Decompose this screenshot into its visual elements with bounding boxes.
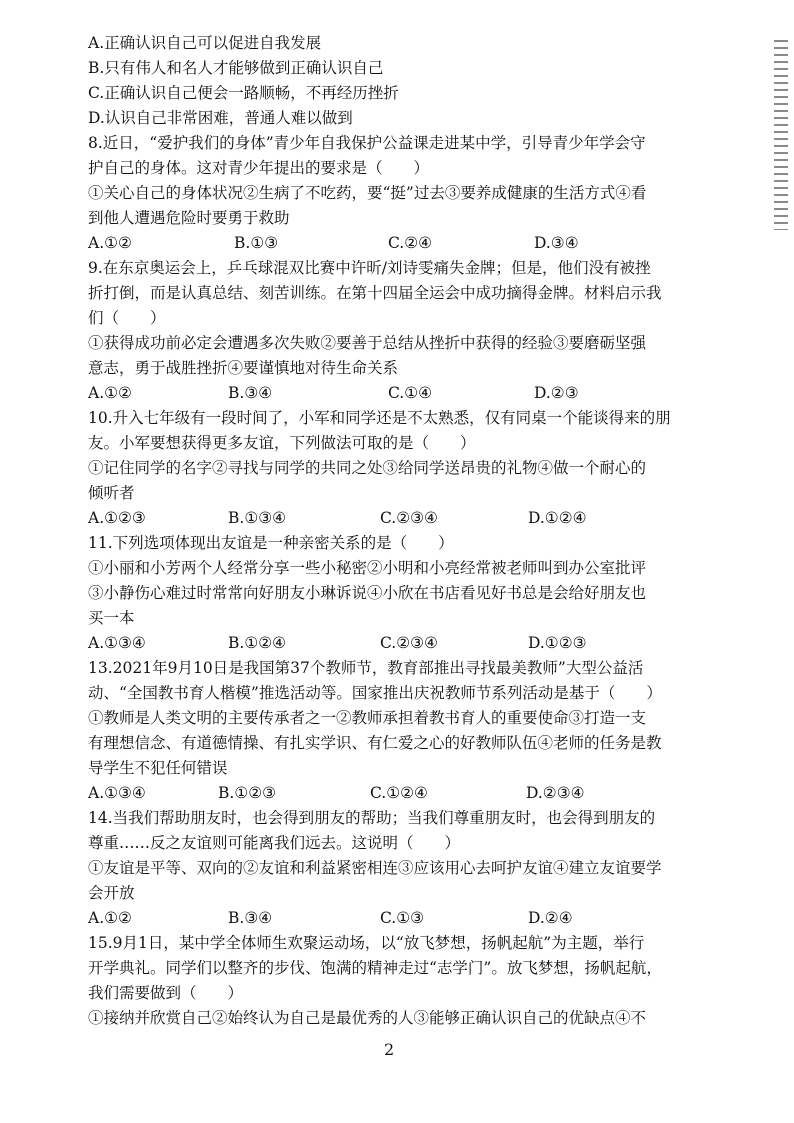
text-line: 到他人遭遇危险时要勇于救助 [88, 209, 290, 227]
option-c: C.②④ [388, 234, 433, 252]
option-c: C.②③④ [380, 634, 438, 652]
question-8-stem: 8.近日，“爱护我们的身体”青少年自我保护公益课走进某中学，引导青少年学会守 [88, 134, 646, 152]
text-line: ③小静伤心难过时常常向好朋友小琳诉说④小欣在书店看见好书总是会给好朋友也 [88, 584, 647, 602]
text-line: 护自己的身体。这对青少年提出的要求是（ ） [88, 159, 430, 177]
question-11-stem: 11.下列选项体现出友谊是一种亲密关系的是（ ） [88, 534, 454, 552]
option-c: C.①④ [388, 384, 433, 402]
option-d: D.①②③ [528, 634, 587, 652]
question-14-stem: 14.当我们帮助朋友时，也会得到朋友的帮助；当我们尊重朋友时，也会得到朋友的 [88, 809, 656, 827]
option-b: B.①②④ [228, 634, 287, 652]
text-line: 友。小军要想获得更多友谊，下列做法可取的是（ ） [88, 434, 476, 452]
text-line: ①友谊是平等、双向的②友谊和利益紧密相连③应该用心去呵护友谊④建立友谊要学 [88, 859, 662, 877]
option-a: A.①③④ [88, 634, 146, 652]
text-line: 们（ ） [88, 309, 166, 327]
option-a: A.①③④ [88, 784, 146, 802]
option-a: A.①②③ [88, 509, 146, 527]
text-line: 意志，勇于战胜挫折④要谨慎地对待生命关系 [88, 359, 399, 377]
option-d: D.②③ [534, 384, 579, 402]
text-line: 我们需要做到（ ） [88, 984, 244, 1002]
option-a: A.①② [88, 234, 132, 252]
text-line: 导学生不犯任何错误 [88, 759, 228, 777]
question-9-stem: 9.在东京奥运会上，乒乓球混双比赛中许昕/刘诗雯痛失金牌；但是，他们没有被挫 [88, 259, 651, 277]
text-line: ①小丽和小芳两个人经常分享一些小秘密②小明和小亮经常被老师叫到办公室批评 [88, 559, 647, 577]
text-line: 倾听者 [88, 484, 135, 502]
option-b: B.①③ [234, 234, 279, 252]
text-line: C.正确认识自己便会一路顺畅，不再经历挫折 [88, 84, 399, 102]
question-15-stem: 15.9月1日，某中学全体师生欢聚运动场，以“放飞梦想，扬帆起航”为主题，举行 [88, 934, 645, 952]
text-line: 会开放 [88, 884, 135, 902]
text-line: ①关心自己的身体状况②生病了不吃药，要“挺”过去③要养成健康的生活方式④看 [88, 184, 647, 202]
option-d: D.②④ [528, 909, 573, 927]
option-b: B.①③④ [228, 509, 287, 527]
option-a: A.①② [88, 384, 132, 402]
option-b: B.①②③ [218, 784, 277, 802]
text-line: 买一本 [88, 609, 135, 627]
question-13-stem: 13.2021年9月10日是我国第37个教师节，教育部推出寻找最美教师”大型公益活 [88, 659, 644, 677]
text-line: ①记住同学的名字②寻找与同学的共同之处③给同学送昂贵的礼物④做一个耐心的 [88, 459, 647, 477]
text-line: 有理想信念、有道德情操、有扎实学识、有仁爱之心的好教师队伍④老师的任务是教 [88, 734, 662, 752]
option-b: B.③④ [228, 384, 273, 402]
option-a: A.①② [88, 909, 132, 927]
text-line: 尊重……反之友谊则可能离我们远去。这说明（ ） [88, 834, 461, 852]
text-line: D.认识自己非常困难，普通人难以做到 [88, 109, 353, 127]
text-line: 开学典礼。同学们以整齐的步伐、饱满的精神走过“志学门”。放飞梦想，扬帆起航， [88, 959, 662, 977]
option-c: C.②③④ [380, 509, 438, 527]
text-line: ①教师是人类文明的主要传承者之一②教师承担着教书育人的重要使命③打造一支 [88, 709, 647, 727]
option-d: D.③④ [534, 234, 579, 252]
text-line: ①获得成功前必定会遭遇多次失败②要善于总结从挫折中获得的经验③要磨砺坚强 [88, 334, 647, 352]
scan-edge-marks [774, 40, 788, 230]
text-line: B.只有伟人和名人才能够做到正确认识自己 [88, 59, 384, 77]
option-b: B.③④ [228, 909, 273, 927]
text-line: 动、“全国教书育人楷模”推选活动等。国家推出庆祝教师节系列活动是基于（ ） [88, 684, 662, 702]
question-10-stem: 10.升入七年级有一段时间了，小军和同学还是不太熟悉，仅有同桌一个能谈得来的朋 [88, 409, 671, 427]
page-number: 2 [384, 1040, 395, 1059]
option-d: D.②③④ [526, 784, 585, 802]
text-line: 折打倒，而是认真总结、刻苦训练。在第十四届全运会中成功摘得金牌。材料启示我 [88, 284, 662, 302]
option-d: D.①②④ [528, 509, 587, 527]
text-line: A.正确认识自己可以促进自我发展 [88, 34, 322, 52]
text-line: ①接纳并欣赏自己②始终认为自己是最优秀的人③能够正确认识自己的优缺点④不 [88, 1009, 647, 1027]
option-c: C.①③ [380, 909, 425, 927]
option-c: C.①②④ [370, 784, 428, 802]
